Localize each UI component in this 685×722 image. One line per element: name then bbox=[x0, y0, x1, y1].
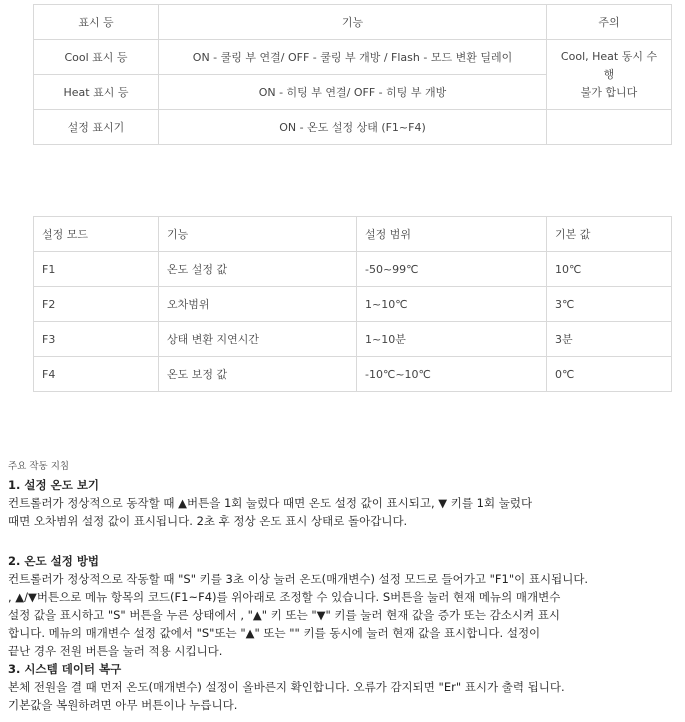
instructions-caption: 주요 작동 지침 bbox=[8, 461, 70, 472]
header-indicator: 표시 등 bbox=[34, 5, 159, 40]
cell-range: -10℃~10℃ bbox=[357, 357, 547, 392]
cell-default: 0℃ bbox=[547, 357, 672, 392]
header-function: 기능 bbox=[159, 217, 357, 252]
table-row bbox=[34, 252, 672, 287]
row-label-heat: Heat 표시 등 bbox=[34, 75, 159, 110]
row-func-setting: ON - 온도 설정 상태 (F1~F4) bbox=[159, 110, 547, 145]
section-3-line: 본체 전원을 결 때 먼저 온도(매개변수) 설정이 올바른지 확인합니다. 오류가 감지되면 "Er" 표시가 출력 됩니다. bbox=[8, 680, 565, 694]
cell-mode: F4 bbox=[34, 357, 159, 392]
cell-mode: F1 bbox=[34, 252, 159, 287]
cell-function: 온도 보정 값 bbox=[159, 357, 357, 392]
row-label-setting: 설정 표시기 bbox=[34, 110, 159, 145]
row-func-cool: ON - 쿨링 부 연결/ OFF - 쿨링 부 개방 / Flash - 모드 변환 딜레이 bbox=[159, 40, 547, 75]
caution-line-1: Cool, Heat 동시 수 bbox=[560, 49, 658, 63]
header-default: 기본 값 bbox=[547, 217, 672, 252]
cell-default: 10℃ bbox=[547, 252, 672, 287]
caution-note bbox=[547, 40, 672, 110]
header-function: 기능 bbox=[159, 5, 547, 40]
cell-mode: F3 bbox=[34, 322, 159, 357]
section-2-line: 컨트롤러가 정상적으로 작동할 때 "S" 키를 3초 이상 눌러 온도(매개변수) 설정 모드로 들어가고 "F1"이 표시됩니다. bbox=[8, 572, 589, 586]
indicator-table bbox=[33, 4, 672, 145]
section-3-line: 기본값을 복원하려면 아무 버튼이나 누릅니다. bbox=[8, 698, 238, 712]
cell-function: 온도 설정 값 bbox=[159, 252, 357, 287]
header-range: 설정 범위 bbox=[357, 217, 547, 252]
row-label-cool: Cool 표시 등 bbox=[34, 40, 159, 75]
section-1-line: 때면 오차범위 설정 값이 표시됩니다. 2초 후 정상 온도 표시 상태로 돌아갑니다. bbox=[8, 514, 408, 528]
cell-function: 상태 변환 지연시간 bbox=[159, 322, 357, 357]
cell-default: 3분 bbox=[547, 322, 672, 357]
table-row bbox=[34, 322, 672, 357]
table-row bbox=[34, 287, 672, 322]
section-1-title: 1. 설정 온도 보기 bbox=[8, 478, 100, 492]
cell-range: 1~10℃ bbox=[357, 287, 547, 322]
operating-instructions bbox=[8, 460, 678, 714]
cell-default: 3℃ bbox=[547, 287, 672, 322]
cell-mode: F2 bbox=[34, 287, 159, 322]
caution-line-3: 불가 합니다 bbox=[580, 85, 638, 99]
section-3-title: 3. 시스템 데이터 복구 bbox=[8, 662, 122, 676]
settings-table bbox=[33, 216, 672, 392]
empty-cell bbox=[547, 110, 672, 145]
header-mode: 설정 모드 bbox=[34, 217, 159, 252]
section-2-line: , ▲/▼버튼으로 메뉴 항목의 코드(F1~F4)를 위아래로 조정할 수 있습니다. S버튼을 눌러 현재 메뉴의 매개변수 bbox=[8, 590, 561, 604]
cell-function: 오차범위 bbox=[159, 287, 357, 322]
section-2-title: 2. 온도 설정 방법 bbox=[8, 554, 100, 568]
section-2-line: 설정 값을 표시하고 "S" 버튼을 누른 상태에서 , "▲" 키 또는 "▼" 키를 눌러 현재 값을 증가 또는 감소시켜 표시 bbox=[8, 608, 560, 622]
row-func-heat: ON - 히팅 부 연결/ OFF - 히팅 부 개방 bbox=[159, 75, 547, 110]
cell-range: 1~10분 bbox=[357, 322, 547, 357]
section-1-line: 컨트롤러가 정상적으로 동작할 때 ▲버튼을 1회 눌렀다 때면 온도 설정 값이 표시되고, ▼ 키를 1회 눌렀다 bbox=[8, 496, 533, 510]
section-2-line: 합니다. 메뉴의 매개변수 설정 값에서 "S"또는 "▲" 또는 "" 키를 동시에 눌러 현재 값을 표시합니다. 설정이 bbox=[8, 626, 541, 640]
caution-line-2: 행 bbox=[603, 67, 615, 81]
header-caution: 주의 bbox=[547, 5, 672, 40]
table-row bbox=[34, 357, 672, 392]
cell-range: -50~99℃ bbox=[357, 252, 547, 287]
section-2-line: 끝난 경우 전원 버튼을 눌러 적용 시킵니다. bbox=[8, 644, 223, 658]
